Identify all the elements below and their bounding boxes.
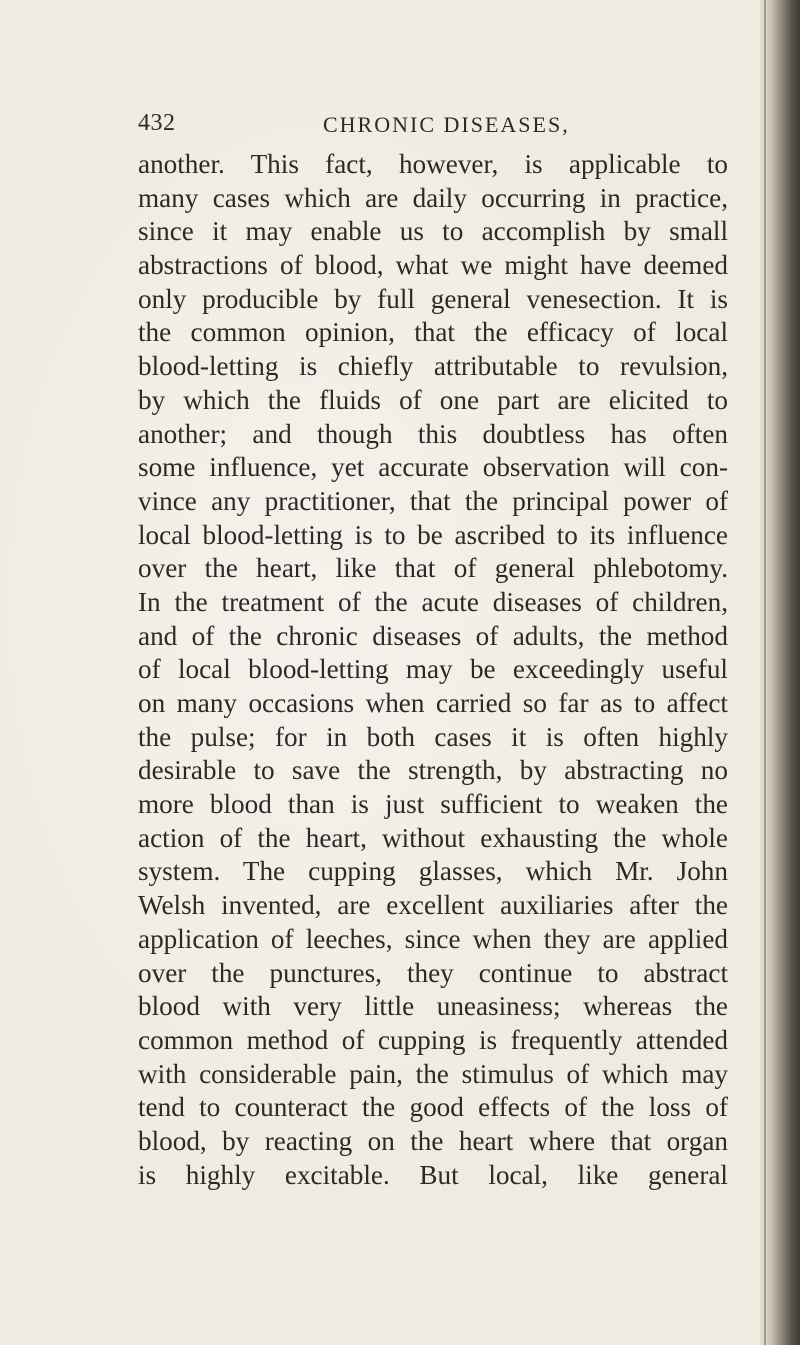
page-number: 432: [138, 110, 176, 136]
text-line: desirable to save the strength, by abstracting no: [138, 755, 728, 786]
text-line: the common opinion, that the efficacy of local: [138, 317, 728, 348]
page-header: [138, 110, 728, 146]
text-line: the pulse; for in both cases it is often highly: [138, 721, 728, 752]
page-edge: [764, 0, 766, 1345]
text-line: local blood-letting is to be ascribed to its influence: [138, 519, 728, 550]
text-line: In the treatment of the acute diseases of children,: [138, 586, 728, 617]
text-line: since it may enable us to accomplish by small: [138, 216, 728, 247]
text-line: is highly excitable. But local, like general: [138, 1159, 728, 1190]
text-line: abstractions of blood, what we might have deemed: [138, 250, 728, 281]
text-line: by which the fluids of one part are elicited to: [138, 384, 728, 415]
text-line: system. The cupping glasses, which Mr. John: [138, 856, 728, 887]
text-line: on many occasions when carried so far as to affect: [138, 688, 728, 718]
text-line: many cases which are daily occurring in practice,: [138, 182, 728, 213]
text-line: Welsh invented, are excellent auxiliaries after the: [138, 890, 728, 921]
text-line: of local blood-letting may be exceedingly useful: [138, 654, 728, 685]
text-line: blood-letting is chiefly attributable to revulsion,: [138, 351, 728, 382]
text-line: common method of cupping is frequently attended: [138, 1024, 728, 1055]
body-text: [138, 148, 728, 1192]
text-line: vince any practitioner, that the principal power of: [138, 485, 728, 516]
text-line: over the heart, like that of general phlebotomy.: [138, 553, 728, 584]
text-line: application of leeches, since when they are applied: [138, 923, 728, 954]
text-line: action of the heart, without exhausting the whole: [138, 822, 728, 853]
page-gutter-shadow: [760, 0, 800, 1345]
text-line: another; and though this doubtless has often: [138, 418, 728, 449]
text-line: tend to counteract the good effects of the loss of: [138, 1092, 728, 1123]
text-line: some influence, yet accurate observation will con-: [138, 452, 728, 483]
text-line: only producible by full general venesection. It is: [138, 283, 728, 314]
text-line: and of the chronic diseases of adults, the method: [138, 620, 728, 651]
text-line: more blood than is just sufficient to weaken the: [138, 789, 728, 820]
text-line: over the punctures, they continue to abstract: [138, 957, 728, 988]
text-line: with considerable pain, the stimulus of which may: [138, 1058, 728, 1089]
text-line: another. This fact, however, is applicable to: [138, 149, 728, 179]
text-line: blood with very little uneasiness; whereas the: [138, 991, 728, 1022]
running-head: CHRONIC DISEASES,: [323, 112, 570, 137]
text-line: blood, by reacting on the heart where that organ: [138, 1125, 728, 1156]
